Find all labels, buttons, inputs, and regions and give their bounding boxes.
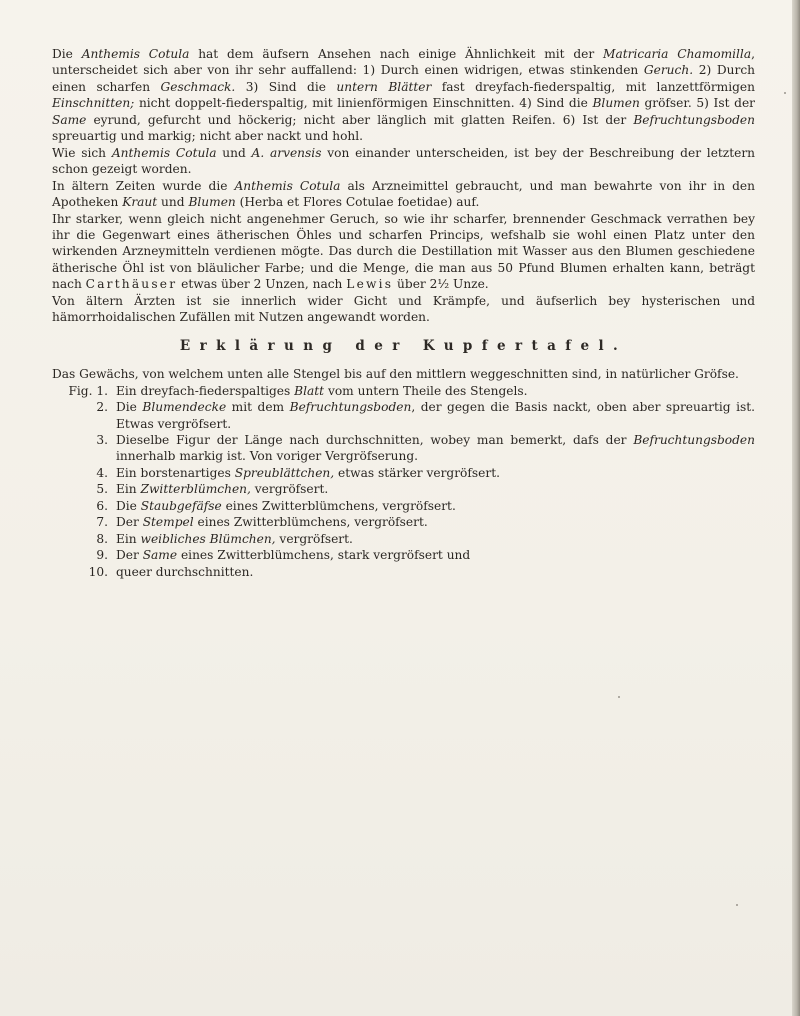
list-item xyxy=(52,465,755,481)
text-run: als Arzneimittel gebraucht, und man bewahrte von ihr in den Apotheken xyxy=(52,178,755,210)
text-run: Ein dreyfach-fiederspaltiges xyxy=(116,383,295,398)
text-run: queer durchschnitten. xyxy=(116,564,254,579)
term: Blatt xyxy=(294,383,325,398)
paragraph-distinction xyxy=(52,145,755,178)
text-run: In ältern Zeiten wurde die xyxy=(52,178,235,193)
page-text xyxy=(52,46,755,580)
text-run: und xyxy=(216,145,252,160)
text-run: fast dreyfach-fiederspaltig, mit lanzettförmigen xyxy=(431,79,755,94)
paragraph-properties xyxy=(52,211,755,293)
figure-list xyxy=(52,383,755,580)
term: Blumen xyxy=(592,96,640,111)
figure-number: 3. xyxy=(96,432,108,447)
figure-description xyxy=(116,432,755,465)
species-name: Anthemis Cotula xyxy=(111,145,217,160)
text-run: 2) Durch einen scharfen xyxy=(52,63,755,94)
text-run: innerhalb markig ist. Von voriger Vergröfserung. xyxy=(116,449,418,464)
text-run: vergröfsert. xyxy=(275,531,353,546)
term: Geruch. xyxy=(643,63,694,78)
list-item xyxy=(52,564,755,580)
figure-description xyxy=(116,547,755,563)
term: untern Blätter xyxy=(336,79,432,94)
text-run: von einander unterscheiden, ist bey der Beschreibung der letztern schon gezeigt worden. xyxy=(52,145,756,177)
text-run: (Herba et Flores Cotulae foetidae) auf. xyxy=(235,195,480,210)
figure-number: 4. xyxy=(96,465,108,480)
text-run: Ein borstenartiges xyxy=(116,465,235,480)
list-item xyxy=(52,547,755,563)
figure-number: 7. xyxy=(96,515,108,530)
list-item xyxy=(52,432,755,465)
list-item xyxy=(52,498,755,514)
figure-description xyxy=(116,481,755,497)
figure-description xyxy=(116,465,755,481)
term: Befruchtungsboden xyxy=(289,400,412,415)
text-run: , der gegen die Basis nackt, oben aber spreuartig ist. Etwas vergröfsert. xyxy=(116,400,755,431)
text-run: mit dem xyxy=(226,400,290,415)
paper-speck xyxy=(736,904,738,906)
text-run: über 2⅟₂ Unze. xyxy=(393,277,489,292)
figure-number: 10. xyxy=(88,564,108,579)
term: weibliches Blümchen, xyxy=(140,531,276,546)
list-item xyxy=(52,383,755,399)
term: Kraut xyxy=(122,195,158,210)
term: Staubgefäfse xyxy=(140,498,222,513)
figure-description xyxy=(116,399,755,432)
text-run: vergröfsert. xyxy=(250,482,329,497)
text-run: eines Zwitterblümchens, stark vergröfsert und xyxy=(177,548,471,563)
figure-number: 9. xyxy=(96,548,108,563)
figure-number: Fig. 1. xyxy=(68,383,108,398)
text-run: Ein xyxy=(116,482,141,497)
text-run: etwas über 2 Unzen, nach xyxy=(177,277,347,292)
text-run: Von ältern Ärzten ist sie innerlich wider Gicht und Krämpfe, und äufserlich bey hysterischen und hämorrhoidalischen Zufällen mit Nutzen angewandt worden. xyxy=(52,293,755,325)
text-run: gröfser. 5) Ist der xyxy=(639,96,755,111)
text-run: eyrund, gefurcht und höckerig; nicht aber länglich mit glatten Reifen. 6) Ist der xyxy=(86,112,634,127)
term: Stempel xyxy=(142,515,194,530)
text-run: hat dem äufsern Ansehen nach einige Ähnlichkeit mit der xyxy=(189,47,603,61)
text-run: etwas stärker vergröfsert. xyxy=(334,465,500,480)
term: Same xyxy=(52,112,87,127)
text-run: Dieselbe Figur der Länge nach durchschnitten, wobey man bemerkt, dafs der xyxy=(116,432,634,447)
author-name: Carthäuser xyxy=(85,277,178,292)
figure-number: 6. xyxy=(96,498,108,513)
figure-description xyxy=(116,514,755,530)
text-run: Wie sich xyxy=(52,145,112,160)
text-run: Der xyxy=(116,515,143,530)
figure-description xyxy=(116,383,755,399)
term: Befruchtungsboden xyxy=(633,112,755,127)
list-item xyxy=(52,514,755,530)
list-item xyxy=(52,531,755,547)
paragraph-comparison xyxy=(52,46,755,145)
figure-number: 8. xyxy=(96,531,108,546)
paragraph-medical-use xyxy=(52,293,755,326)
figure-description xyxy=(116,564,755,580)
plate-intro xyxy=(52,366,755,382)
species-name: Anthemis Cotula xyxy=(81,47,190,61)
author-name: Lewis xyxy=(346,277,394,292)
paragraph-history xyxy=(52,178,755,211)
paper-speck xyxy=(618,696,620,698)
text-run: Ihr starker, wenn gleich nicht angenehmer Geruch, so wie ihr scharfer, brennender Geschmack verrathen bey ihr die Gegenwart eines ätherischen Öhles und scharfen Princips, wefshalb sie wohl einen Platz unter den wirkenden Arzneymitteln verdienen mögte. Das durch die Destillation mit Wasser aus den Blumen geschiedene ätherische Öhl ist von bläulicher Farbe; und die Menge, die man aus 50 Pfund Blumen erhalten kann, beträgt nach xyxy=(52,211,755,292)
term: Einschnitten; xyxy=(52,96,135,111)
list-item xyxy=(52,399,755,432)
figure-description xyxy=(116,531,755,547)
paper-speck xyxy=(784,92,786,94)
species-name: A. arvensis xyxy=(251,145,322,160)
term: Geschmack. xyxy=(160,79,236,94)
term: Blumendecke xyxy=(142,400,227,415)
page-edge xyxy=(792,0,800,1016)
text-run: , unterscheidet sich aber von ihr sehr auffallend: 1) Durch einen widrigen, etwas stinkenden xyxy=(52,47,755,78)
species-name: Anthemis Cotula xyxy=(234,178,341,193)
text-run: Ein xyxy=(116,531,141,546)
text-run: Das Gewächs, von welchem unten alle Stengel bis auf den mittlern weggeschnitten sind, in natürlicher Gröfse. xyxy=(52,367,739,382)
text-run: Die xyxy=(52,47,82,61)
text-run: 3) Sind die xyxy=(235,79,337,94)
text-run: vom untern Theile des Stengels. xyxy=(324,383,528,398)
term: Spreublättchen, xyxy=(234,465,335,480)
term: Zwitterblümchen, xyxy=(140,482,251,497)
text-run: eines Zwitterblümchens, vergröfsert. xyxy=(193,515,428,530)
section-heading: Erklärung der Kupfertafel. xyxy=(179,337,628,354)
figure-number: 2. xyxy=(96,400,108,415)
text-run: Der xyxy=(116,548,143,563)
text-run: und xyxy=(157,195,189,210)
text-run: eines Zwitterblümchens, vergröfsert. xyxy=(221,498,456,513)
term: Befruchtungsboden xyxy=(633,432,755,447)
term: Same xyxy=(142,548,178,563)
species-name: Matricaria Chamomilla xyxy=(603,47,752,61)
term: Blumen xyxy=(188,195,236,210)
figure-description xyxy=(116,498,755,514)
list-item xyxy=(52,481,755,497)
text-run: spreuartig und markig; nicht aber nackt und hohl. xyxy=(52,129,364,144)
text-run: Die xyxy=(116,400,143,415)
text-run: Die xyxy=(116,498,141,513)
figure-number: 5. xyxy=(96,482,108,497)
text-run: nicht doppelt-fiederspaltig, mit linienförmigen Einschnitten. 4) Sind die xyxy=(134,96,593,111)
